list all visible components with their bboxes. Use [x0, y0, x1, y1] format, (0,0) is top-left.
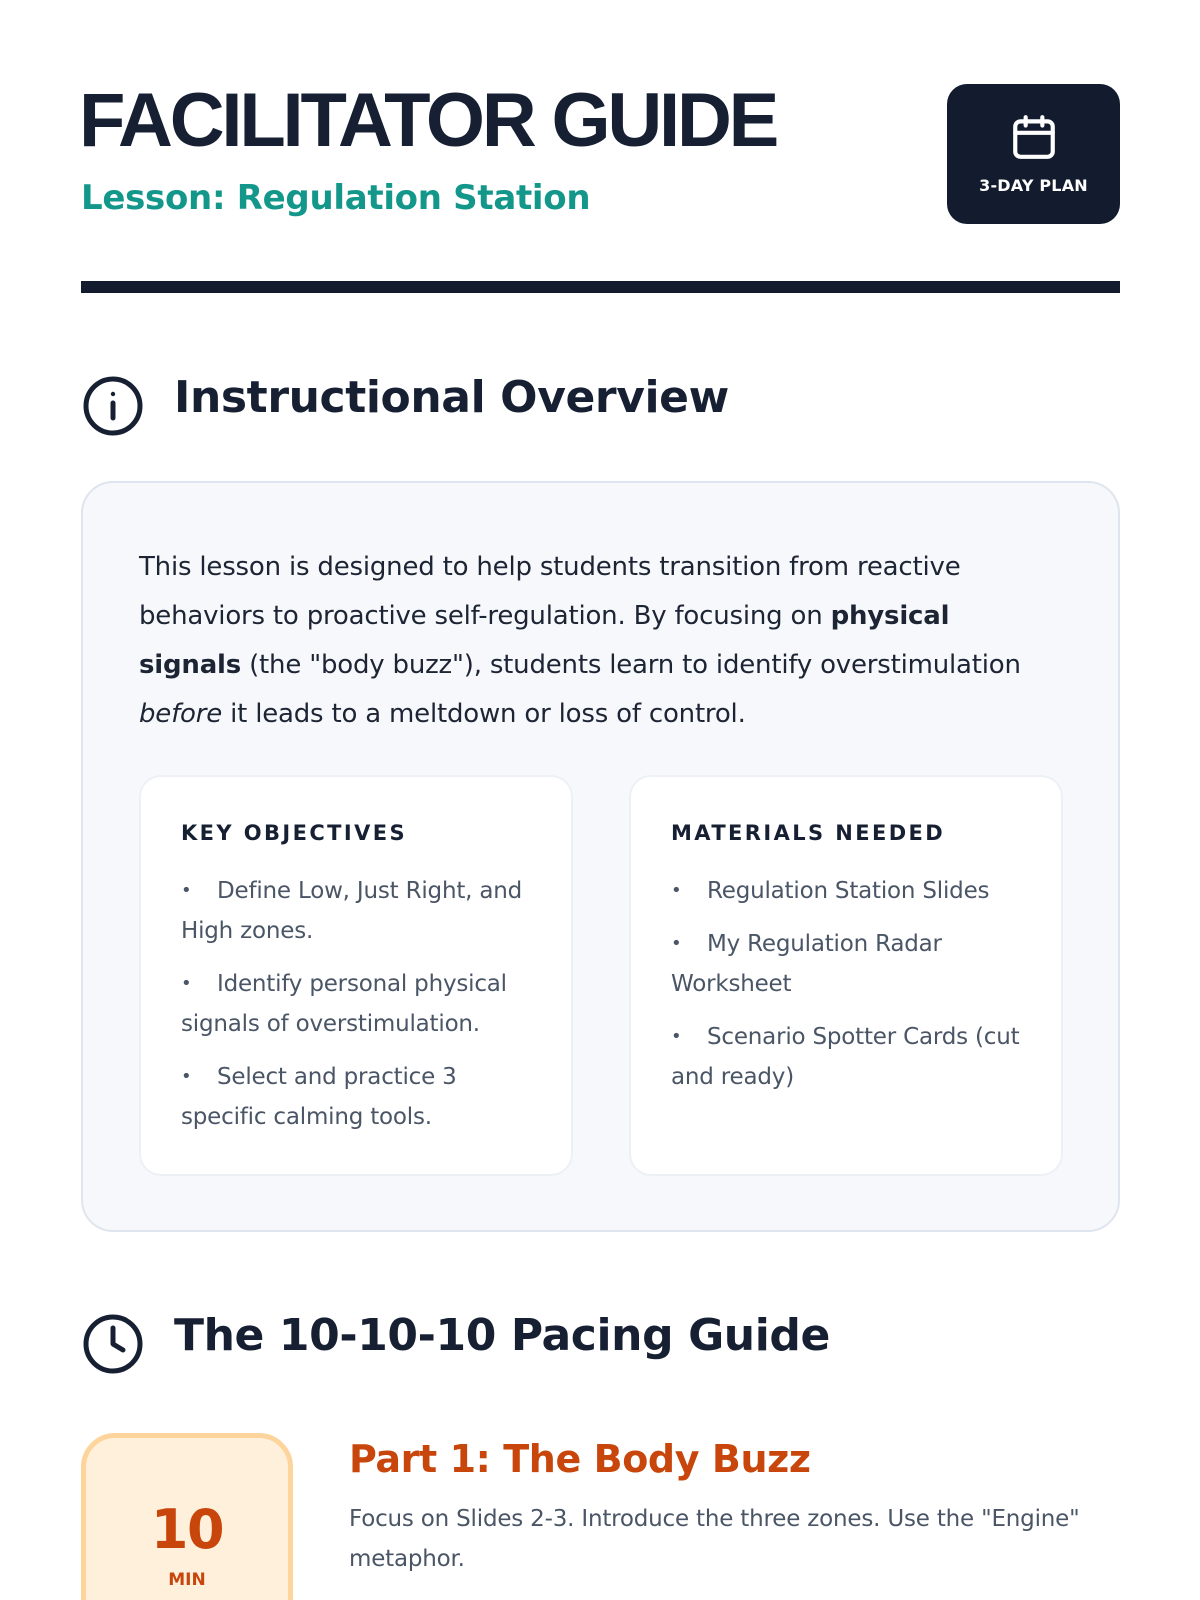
list-item	[181, 964, 541, 1044]
bullet-icon: •	[181, 973, 192, 994]
overview-heading	[81, 370, 1120, 440]
part-description: Focus on Slides 2-3. Introduce the three zones. Use the "Engine" metaphor.	[349, 1506, 1080, 1572]
bullet-icon: •	[671, 1026, 682, 1047]
bullet-icon: •	[181, 1066, 192, 1087]
header-divider	[81, 281, 1120, 293]
overview-text-part: it leads to a meltdown or loss of control.	[222, 699, 746, 729]
objective-text: Identify personal physical signals of overstimulation.	[181, 971, 507, 1037]
objectives-card	[139, 775, 573, 1176]
bullet-icon: •	[671, 880, 682, 901]
list-item	[671, 924, 1031, 1004]
overview-panel	[81, 481, 1120, 1232]
list-item	[671, 871, 1031, 911]
pacing-title: The 10-10-10 Pacing Guide	[174, 1310, 830, 1361]
overview-title: Instructional Overview	[174, 372, 729, 423]
facilitator-guide-page	[81, 0, 1120, 1600]
time-unit: MIN	[168, 1570, 206, 1590]
info-icon	[81, 374, 145, 438]
clock-icon	[81, 1312, 145, 1376]
overview-paragraph	[139, 543, 1059, 739]
material-text: My Regulation Radar Worksheet	[671, 931, 942, 997]
list-item	[181, 871, 541, 951]
overview-text-part: (the "body buzz"), students learn to identify overstimulation	[241, 650, 1021, 680]
list-item	[181, 1057, 541, 1137]
material-text: Regulation Station Slides	[707, 878, 990, 904]
plan-badge	[947, 84, 1120, 224]
calendar-icon	[1009, 112, 1059, 162]
part-title: Part 1: The Body Buzz	[349, 1437, 811, 1481]
page-title: FACILITATOR GUIDE	[79, 78, 777, 163]
time-minutes: 10	[150, 1498, 224, 1561]
list-item	[671, 1017, 1031, 1097]
overview-bold-text: physical signals	[139, 601, 950, 680]
material-text: Scenario Spotter Cards (cut and ready)	[671, 1024, 1020, 1090]
materials-title: MATERIALS NEEDED	[671, 821, 946, 845]
materials-list	[671, 871, 1031, 1110]
objective-text: Select and practice 3 specific calming tools.	[181, 1064, 457, 1130]
materials-card	[629, 775, 1063, 1176]
objective-text: Define Low, Just Right, and High zones.	[181, 878, 523, 944]
overview-text-part: This lesson is designed to help students transition from reactive behaviors to proactive self-regulation. By focusing on	[139, 552, 961, 631]
time-badge	[81, 1433, 293, 1600]
bullet-icon: •	[671, 933, 682, 954]
pacing-heading	[81, 1308, 1120, 1378]
plan-badge-label: 3-DAY PLAN	[979, 176, 1088, 195]
lesson-subtitle: Lesson: Regulation Station	[81, 178, 591, 218]
objectives-title: KEY OBJECTIVES	[181, 821, 408, 845]
overview-italic-text: before	[139, 699, 223, 729]
bullet-icon: •	[181, 880, 192, 901]
objectives-list	[181, 871, 541, 1150]
